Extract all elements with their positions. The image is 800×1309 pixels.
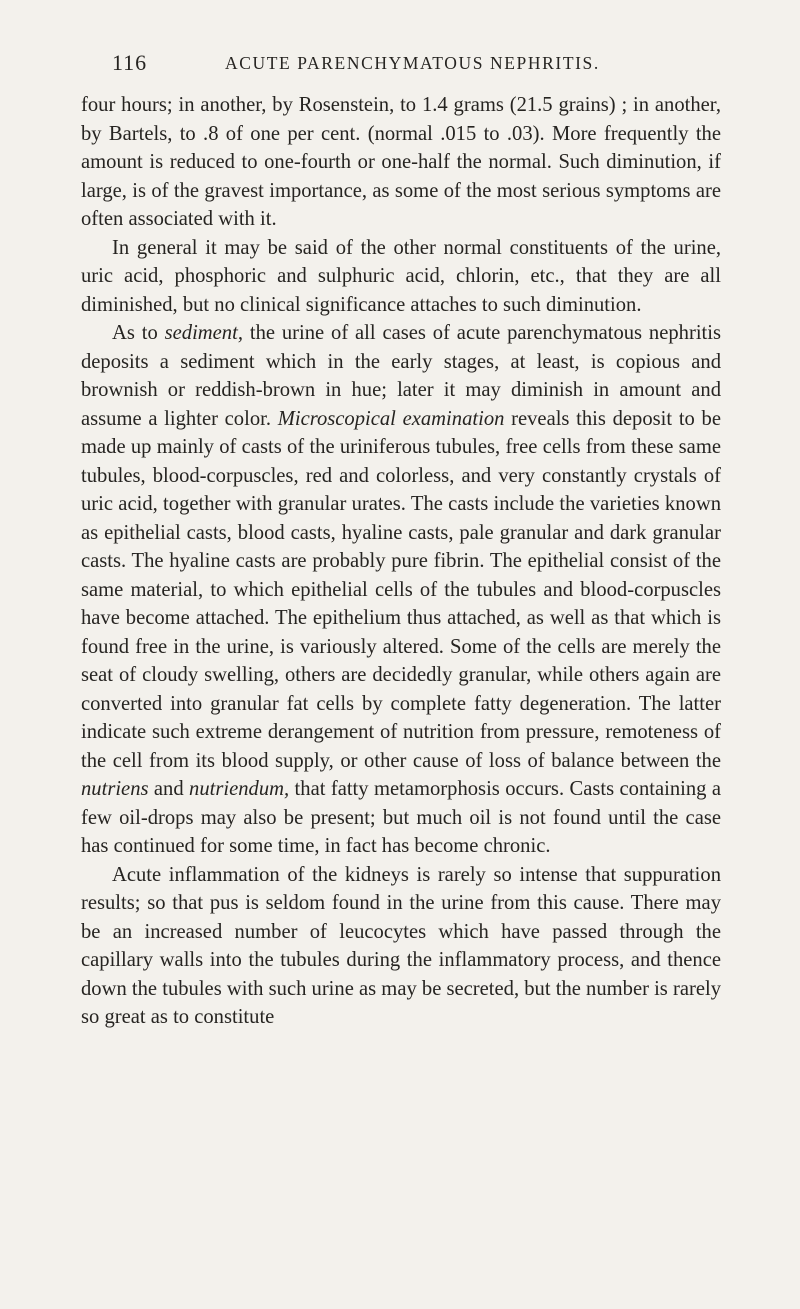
page-number: 116 <box>112 50 148 75</box>
italic-term-nutriens: nutriens <box>81 778 149 800</box>
paragraph-other-constituents: In general it may be said of the other normal constituents of the urine, uric acid, phosphoric and sulphuric acid, chlorin, etc., that they are all diminished, but no clinical significance attaches to such diminution. <box>81 236 721 316</box>
italic-term-nutriendum: nutriendum, <box>189 778 290 800</box>
text-run: reveals this deposit to be made up mainly of casts of the uriniferous tubules, free cells from these same tubules, blood-corpuscles, red and colorless, and very constantly crystals of uric acid, together with granular urates. The casts include the varieties known as epithelial casts, blood casts, hyaline casts, pale granular and dark granular casts. The hyaline casts are probably pure fibrin. The epithelial consist of the same material, to which epithelial cells of the tubules and blood-corpuscles have become attached. The epithelium thus attached, as well as that which is found free in the urine, is variously altered. Some of the cells are merely the seat of cloudy swelling, others are decidedly granular, while others again are converted into granular fat cells by complete fatty degeneration. The latter indicate such extreme derangement of nutrition from pressure, remoteness of the cell from its blood supply, or other cause of loss of balance between the <box>81 407 721 772</box>
text-run: As to <box>112 322 165 344</box>
running-head <box>112 50 712 78</box>
text-run: and <box>148 778 190 800</box>
italic-term-microscopical-examination: Microscopical examination <box>277 407 505 430</box>
italic-term-sediment: sediment, <box>164 322 243 344</box>
paragraph-acute-inflammation: Acute inflammation of the kidneys is rarely so intense that suppuration results; so that pus is seldom found in the urine from this cause. There may be an increased number of leucocytes which have passed through the capillary walls into the tubules during the inflammatory process, and thence down the tubules with such urine as may be secreted, but the number is rarely so great as to constitute <box>81 863 721 1028</box>
text-run: the urine of all cases of acute parenchymatous nephritis deposits a sediment which in the early stages, at least, is copious and brownish or reddish-brown in hue; later it may diminish in amount and assume a lighter color. <box>81 322 721 430</box>
running-title: ACUTE PARENCHYMATOUS NEPHRITIS. <box>225 53 600 73</box>
paragraph-continuation: four hours; in another, by Rosenstein, to 1.4 grams (21.5 grains) ; in another, by Bartels, to .8 of one per cent. (normal .015 to .03). More frequently the amount is reduced to one-fourth or one-half the normal. Such diminution, if large, is of the gravest importance, as some of the most serious symptoms are often associated with it. <box>81 94 721 230</box>
body-text <box>81 91 721 1032</box>
text-run: that fatty metamorphosis occurs. Casts containing a few oil-drops may also be present; but much oil is not found until the case has continued for some time, in fact has become chronic. <box>81 778 721 857</box>
paragraph-sediment <box>81 319 721 861</box>
